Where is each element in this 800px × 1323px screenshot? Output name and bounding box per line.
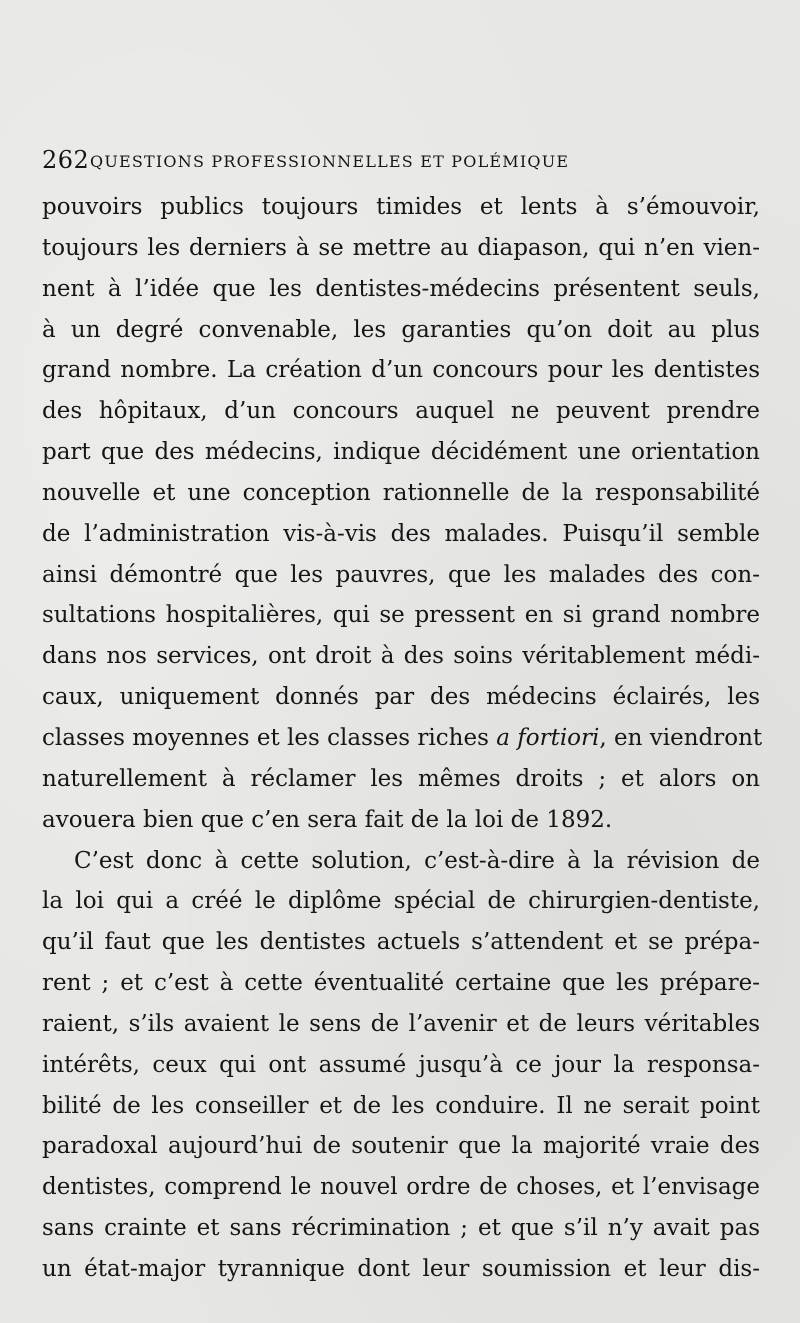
text-line: sultations hospitalières, qui se pressent en si grand nombre <box>42 602 760 629</box>
text-line: bilité de les conseiller et de les conduire. Il ne serait point <box>42 1092 760 1119</box>
body-text <box>42 187 763 1290</box>
text-line: un état-major tyrannique dont leur soumission et leur dis- <box>42 1255 760 1282</box>
text-line: à un degré convenable, les garanties qu’on doit au plus <box>42 316 760 343</box>
text-line: intérêts, ceux qui ont assumé jusqu’à ce jour la responsa- <box>42 1051 760 1078</box>
text-line: dans nos services, ont droit à des soins véritablement médi- <box>42 643 760 670</box>
paragraph-last-line: avouera bien que c’en sera fait de la loi de 1892. <box>42 806 613 833</box>
text-line: dentistes, comprend le nouvel ordre de choses, et l’envisage <box>42 1174 760 1201</box>
running-head <box>42 143 762 177</box>
text-line: naturellement à réclamer les mêmes droits ; et alors on <box>42 765 760 792</box>
text-line: grand nombre. La création d’un concours pour les dentistes <box>42 357 760 384</box>
text-line: raient, s’ils avaient le sens de l’avenir et de leurs véritables <box>42 1010 760 1037</box>
text-line: ainsi démontré que les pauvres, que les malades des con- <box>42 561 760 588</box>
text-line: toujours les derniers à se mettre au diapason, qui n’en vien- <box>42 234 760 261</box>
text-line: caux, uniquement donnés par des médecins éclairés, les <box>42 684 760 711</box>
text-line: part que des médecins, indique décidément une orientation <box>42 439 760 466</box>
text-line: rent ; et c’est à cette éventualité certaine que les prépare- <box>42 970 760 997</box>
running-title: QUESTIONS PROFESSIONNELLES ET POLÉMIQUE <box>90 152 570 171</box>
text-line: de l’administration vis-à-vis des malades. Puisqu’il semble <box>42 520 760 547</box>
text-line: sans crainte et sans récrimination ; et que s’il n’y avait pas <box>42 1215 760 1242</box>
text-line: pouvoirs publics toujours timides et lents à s’émouvoir, <box>42 194 760 220</box>
text-segment: , en viendront <box>599 724 763 751</box>
paragraph-first-line: C’est donc à cette solution, c’est-à-dire à la révision de <box>74 847 760 874</box>
page-number: 262 <box>42 146 90 174</box>
text-line-with-italic <box>42 718 763 759</box>
text-line: qu’il faut que les dentistes actuels s’attendent et se prépa- <box>42 929 760 956</box>
text-line: la loi qui a créé le diplôme spécial de chirurgien-dentiste, <box>42 888 760 915</box>
italic-phrase: a fortiori <box>496 724 600 751</box>
text-segment: classes moyennes et les classes riches <box>42 724 497 751</box>
text-line: des hôpitaux, d’un concours auquel ne peuvent prendre <box>42 398 760 425</box>
text-line: nouvelle et une conception rationnelle de la responsabilité <box>42 479 760 506</box>
text-line: nent à l’idée que les dentistes-médecins présentent seuls, <box>42 275 760 302</box>
text-line: paradoxal aujourd’hui de soutenir que la majorité vraie des <box>42 1133 760 1160</box>
